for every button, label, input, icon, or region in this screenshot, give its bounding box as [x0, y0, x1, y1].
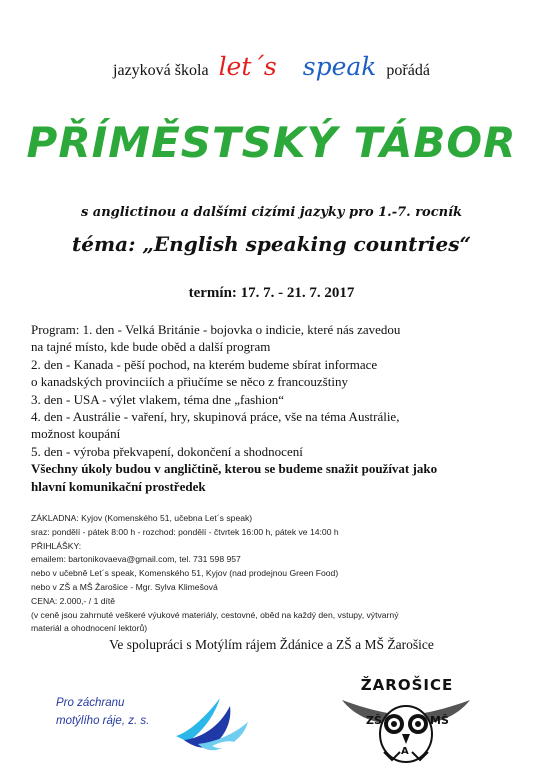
motyli-raj-logo-line1: Pro záchranu [56, 697, 125, 709]
header-prefix: jazyková škola [113, 62, 209, 79]
theme-line: téma: „English speaking countries“ [72, 232, 471, 256]
header-suffix: pořádá [386, 62, 430, 79]
info-line: materiál a ohodnocení lektorů) [31, 623, 148, 634]
butterfly-logo-icon [168, 684, 256, 754]
program-line: 4. den - Austrálie - vaření, hry, skupinová práce, vše na téma Austrálie, [31, 409, 400, 425]
zarosice-logo [336, 676, 476, 764]
program-line: o kanadských provinciích a přiučíme se něco z francouzštiny [31, 374, 348, 390]
info-line: nebo v učebně Let´s speak, Komenského 51, Kyjov (nad prodejnou Green Food) [31, 568, 339, 579]
zarosice-logo-center-label: A [401, 746, 409, 757]
cooperation-line: Ve spolupráci s Motýlím rájem Ždánice a ZŠ a MŠ Žarošice [109, 637, 434, 652]
info-line: CENA: 2.000,- / 1 dítě [31, 595, 116, 606]
info-line: PŘIHLÁŠKY: [31, 540, 82, 551]
info-line: emailem: bartonikovaeva@gmail.com, tel. 731 598 957 [31, 554, 241, 565]
program-line: Program: 1. den - Velká Británie - bojovka o indicie, které nás zavedou [31, 322, 401, 337]
zarosice-logo-left-label: ZŠ [366, 714, 382, 727]
program-line: 2. den - Kanada - pěší pochod, na kterém budeme sbírat informace [31, 356, 378, 372]
program-line: 5. den - výroba překvapení, dokončení a shodnocení [31, 443, 303, 459]
owl-logo-icon [336, 694, 476, 764]
zarosice-logo-right-label: MŠ [430, 714, 449, 727]
program-note-line: Všechny úkoly budou v angličtině, kterou se budeme snažit používat jako [31, 461, 438, 477]
subtitle: s anglictinou a dalšími cizími jazyky pro 1.-7. rocník [80, 205, 463, 220]
program-line: možnost koupání [31, 426, 121, 442]
program-line: na tajné místo, kde bude oběd a další program [31, 339, 271, 355]
zarosice-logo-title: ŽAROŠICE [360, 676, 454, 694]
motyli-raj-logo-text [56, 694, 149, 730]
page-title: PŘÍMĚSTSKÝ TÁBOR [26, 118, 517, 167]
motyli-raj-logo-line2: motýlího ráje, z. s. [56, 715, 150, 727]
header-line [0, 52, 543, 81]
info-line: ZÁKLADNA: Kyjov (Komenského 51, učebna Let´s speak) [31, 513, 253, 523]
brand-speak: speak [302, 52, 377, 81]
program-section [31, 321, 526, 495]
dates-line: termín: 17. 7. - 21. 7. 2017 [188, 285, 355, 301]
motyli-raj-logo [56, 684, 256, 754]
info-line: sraz: pondělí - pátek 8:00 h - rozchod: pondělí - čtvrtek 16:00 h, pátek ve 14:00 h [31, 526, 339, 537]
info-line: (v ceně jsou zahrnuté veškeré výukové materiály, cestovné, oběd na každý den, vstupy, výtvarný [31, 609, 399, 620]
info-section [31, 512, 511, 636]
program-line: 3. den - USA - výlet vlakem, téma dne „fashion“ [31, 391, 285, 407]
program-note-line: hlavní komunikační prostředek [31, 478, 206, 494]
info-line: nebo v ZŠ a MŠ Žarošice - Mgr. Sylva Klimešová [31, 581, 218, 592]
brand-lets: let´s [218, 52, 277, 81]
